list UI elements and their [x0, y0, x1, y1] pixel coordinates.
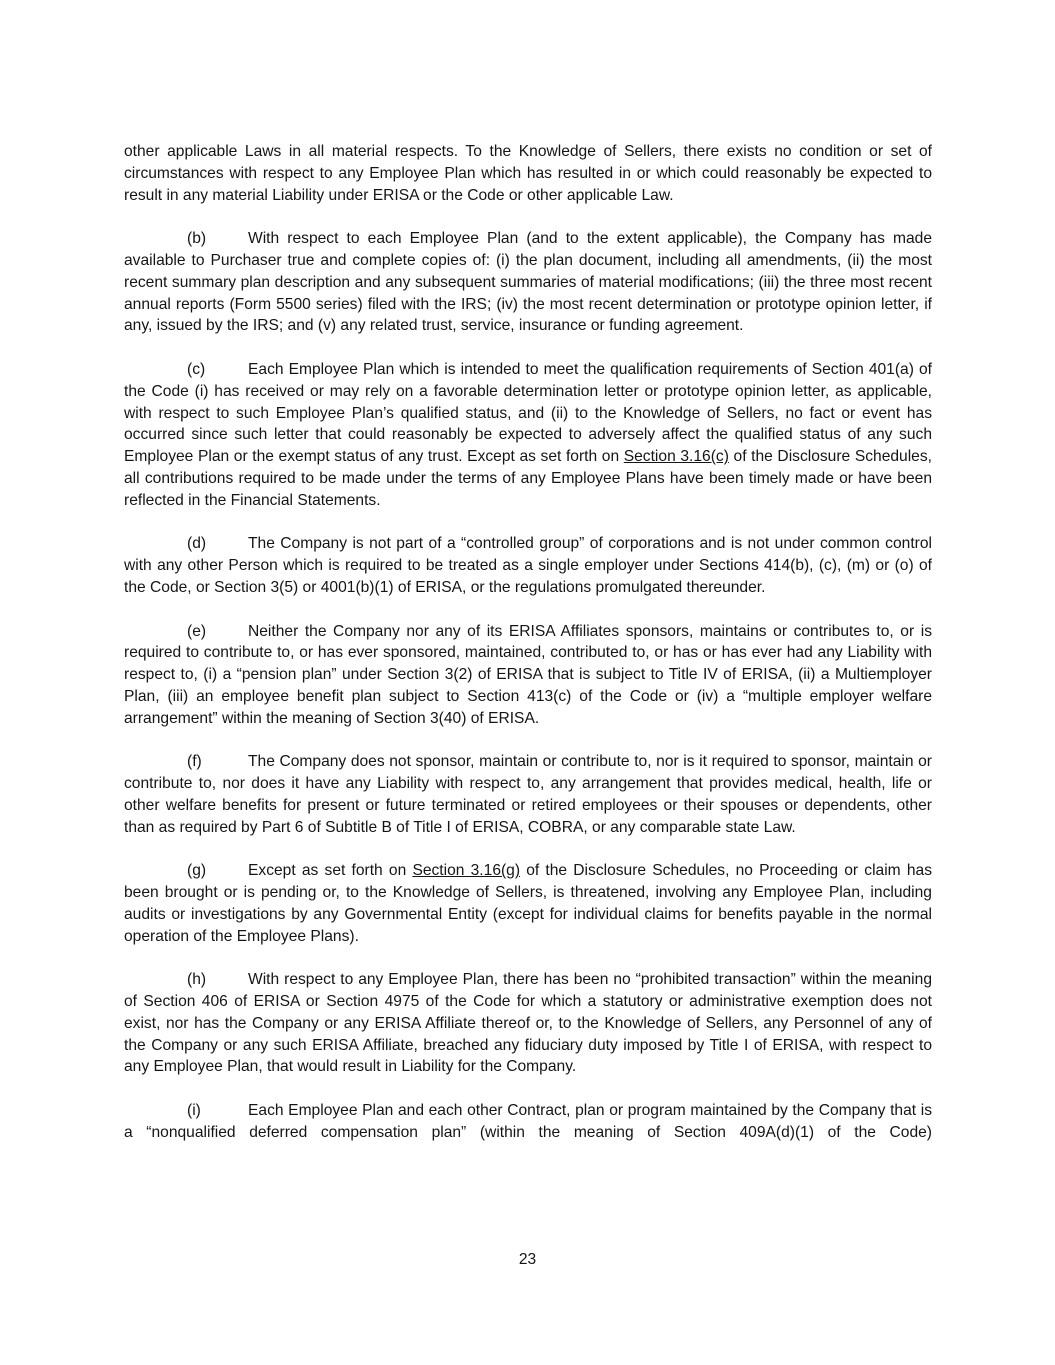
paragraph-g [124, 860, 932, 947]
paragraph-text: other applicable Laws in all material respects. To the Knowledge of Sellers, there exists no condition or set of circumstances with respect to any Employee Plan which has resulted in or which could reasonably be expected to result in any material Liability under ERISA or the Code or other applicable Law. [124, 143, 932, 204]
paragraph-text-continued: of the Disclosure Schedules, no Proceeding or claim has been brought or is pending or, to the Knowledge of Sellers, is threatened, involving any Employee Plan, including audits or investigations by any Governmental Entity (except for individual claims for benefits payable in the normal operation of the Employee Plans). [124, 862, 932, 945]
paragraph-d [124, 533, 932, 598]
paragraph-label: (f) [187, 753, 202, 771]
paragraph-b [124, 228, 932, 337]
paragraph-c [124, 359, 932, 512]
page-body [124, 141, 932, 1144]
paragraph-label: (e) [187, 622, 207, 640]
paragraph-f [124, 751, 932, 838]
section-reference: Section 3.16(c) [623, 448, 729, 466]
paragraph-label: (h) [187, 971, 207, 989]
paragraph-label: (b) [187, 230, 207, 248]
paragraph-text: Each Employee Plan which is intended to meet the qualification requirements of Section 401(a) of the Code (i) has received or may rely on a favorable determination letter or prototype opinion letter, as applicable, with respect to such Employee Plan’s qualified status, and (ii) to the Knowledge of Sellers, no fact or event has occurred since such letter that could reasonably be expected to adversely affect the qualified status of any such Employee Plan or the exempt status of any trust. Except as set forth on [124, 360, 932, 466]
paragraph-text: With respect to each Employee Plan (and to the extent applicable), the Company has made available to Purchaser true and complete copies of: (i) the plan document, including all amendments, (ii) the most recent summary plan description and any subsequent summaries of material modifications; (iii) the three most recent annual reports (Form 5500 series) filed with the IRS; (iv) the most recent determination or prototype opinion letter, if any, issued by the IRS; and (v) any related trust, service, insurance or funding agreement. [124, 230, 932, 335]
paragraph-label: (g) [187, 862, 207, 880]
paragraph-h [124, 969, 932, 1078]
paragraph-text: Each Employee Plan and each other Contract, plan or program maintained by the Company that is a “nonqualified deferred compensation plan” (within the meaning of Section 409A(d)(1) of the Code) [124, 1102, 932, 1141]
paragraph-text: The Company does not sponsor, maintain or contribute to, nor is it required to sponsor, maintain or contribute to, nor does it have any Liability with respect to, any arrangement that provides medical, health, life or other welfare benefits for present or future terminated or retired employees or their spouses or dependents, other than as required by Part 6 of Subtitle B of Title I of ERISA, COBRA, or any comparable state Law. [124, 753, 932, 836]
paragraph-text: With respect to any Employee Plan, there has been no “prohibited transaction” within the meaning of Section 406 of ERISA or Section 4975 of the Code for which a statutory or administrative exemption does not exist, nor has the Company or any ERISA Affiliate thereof or, to the Knowledge of Sellers, any Personnel of any of the Company or any such ERISA Affiliate, breached any fiduciary duty imposed by Title I of ERISA, with respect to any Employee Plan, that would result in Liability for the Company. [124, 971, 932, 1076]
paragraph-text: Neither the Company nor any of its ERISA Affiliates sponsors, maintains or contributes to, or is required to contribute to, or has ever sponsored, maintained, contributed to, or has or has ever had any Liability with respect to, (i) a “pension plan” under Section 3(2) of ERISA that is subject to Title IV of ERISA, (ii) a Multiemployer Plan, (iii) an employee benefit plan subject to Section 413(c) of the Code or (iv) a “multiple employer welfare arrangement” within the meaning of Section 3(40) of ERISA. [124, 622, 932, 727]
page-number: 23 [518, 1251, 537, 1268]
paragraph-text-continued: of the Disclosure Schedules, all contributions required to be made under the terms of any Employee Plans have been timely made or have been reflected in the Financial Statements. [124, 448, 932, 509]
paragraph-label: (d) [187, 535, 207, 553]
paragraph-label: (i) [187, 1102, 201, 1120]
paragraph-i [124, 1100, 932, 1144]
paragraph-label: (c) [187, 360, 206, 378]
section-reference: Section 3.16(g) [412, 862, 521, 880]
paragraph-text: The Company is not part of a “controlled group” of corporations and is not under common control with any other Person which is required to be treated as a single employer under Sections 414(b), (c), (m) or (o) of the Code, or Section 3(5) or 4001(b)(1) of ERISA, or the regulations promulgated thereunder. [124, 535, 932, 596]
paragraph-e [124, 621, 932, 730]
paragraph-continuation [124, 141, 932, 206]
paragraph-text: Except as set forth on [248, 862, 413, 880]
